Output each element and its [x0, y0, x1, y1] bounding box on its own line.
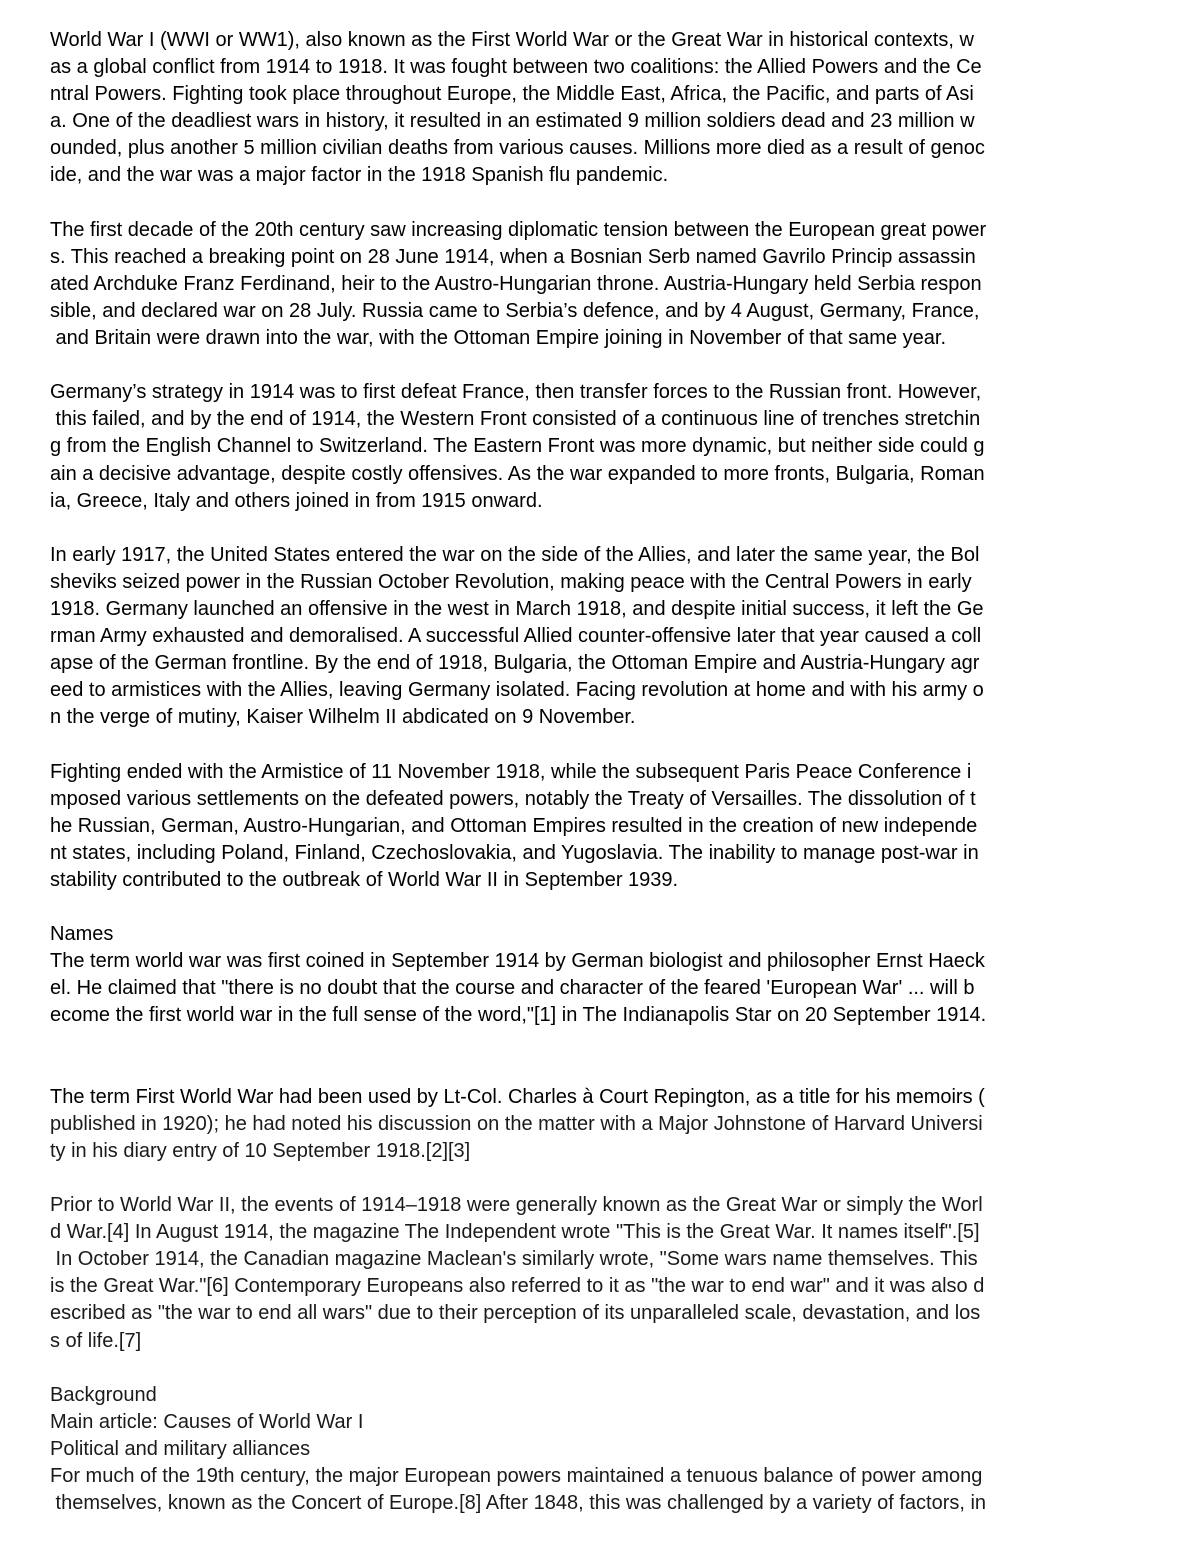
text-line: ntral Powers. Fighting took place throughout Europe, the Middle East, Africa, the Pacific, and parts of Asi [50, 83, 974, 106]
text-line: eed to armistices with the Allies, leaving Germany isolated. Facing revolution at home and with his army o [50, 679, 984, 702]
text-line: rman Army exhausted and demoralised. A successful Allied counter-offensive later that year caused a coll [50, 625, 982, 648]
text-line: In early 1917, the United States entered the war on the side of the Allies, and later the same year, the Bol [50, 543, 980, 566]
subheading-alliances: Political and military alliances [50, 1437, 311, 1460]
text-line: World War I (WWI or WW1), also known as the First World War or the Great War in historical contexts, w [50, 29, 974, 51]
text-line: a. One of the deadliest wars in history, it resulted in an estimated 9 million soldiers dead and 23 million w [50, 110, 975, 133]
text-line: is the Great War."[6] Contemporary Europeans also referred to it as "the war to end war" and it was also d [50, 1275, 985, 1298]
text-line: s of life.[7] [50, 1329, 142, 1352]
text-line: The term First World War had been used by Lt-Col. Charles à Court Repington, as a title for his memoirs ( [50, 1085, 985, 1108]
text-line: stability contributed to the outbreak of World War II in September 1939. [50, 868, 679, 891]
text-line: Germany’s strategy in 1914 was to first defeat France, then transfer forces to the Russian front. However, [50, 381, 982, 404]
text-line: he Russian, German, Austro-Hungarian, and Ottoman Empires resulted in the creation of new independe [50, 814, 978, 837]
text-line: ated Archduke Franz Ferdinand, heir to the Austro-Hungarian throne. Austria-Hungary held Serbia respon [50, 272, 982, 295]
text-line: s. This reached a breaking point on 28 June 1914, when a Bosnian Serb named Gavrilo Princip assassin [50, 245, 976, 268]
document-page [50, 27, 1160, 1517]
text-line: ty in his diary entry of 10 September 1918.[2][3] [50, 1139, 471, 1162]
paragraph-repington [50, 1084, 1160, 1165]
paragraph-concert-of-europe [50, 1463, 1160, 1517]
text-line: g from the English Channel to Switzerland. The Eastern Front was more dynamic, but neither side could g [50, 435, 985, 458]
text-line: ounded, plus another 5 million civilian deaths from various causes. Millions more died as a result of genoc [50, 137, 985, 160]
text-line: nt states, including Poland, Finland, Czechoslovakia, and Yugoslavia. The inability to manage post-war in [50, 841, 979, 864]
text-line: The first decade of the 20th century saw increasing diplomatic tension between the European great power [50, 218, 987, 241]
text-line: sible, and declared war on 28 July. Russia came to Serbia’s defence, and by 4 August, Germany, France, [50, 299, 980, 322]
text-line: and Britain were drawn into the war, with the Ottoman Empire joining in November of that same year. [50, 327, 946, 350]
paragraph-names [50, 948, 1160, 1029]
text-line: 1918. Germany launched an offensive in the west in March 1918, and despite initial success, it left the Ge [50, 597, 984, 620]
paragraph-1917 [50, 542, 1160, 732]
text-line: published in 1920); he had noted his discussion on the matter with a Major Johnstone of Harvard Universi [50, 1112, 983, 1135]
text-line: themselves, known as the Concert of Europe.[8] After 1848, this was challenged by a variety of factors, in [50, 1492, 987, 1515]
text-line: mposed various settlements on the defeated powers, notably the Treaty of Versailles. The dissolution of t [50, 787, 976, 810]
paragraph-germany-strategy [50, 379, 1160, 514]
paragraph-gap [50, 1029, 1160, 1083]
main-article-note: Main article: Causes of World War I [50, 1410, 364, 1433]
text-line: Prior to World War II, the events of 1914–1918 were generally known as the Great War or simply the Worl [50, 1194, 983, 1217]
paragraph-gap [50, 731, 1160, 758]
paragraph-gap [50, 515, 1160, 542]
paragraph-armistice [50, 759, 1160, 894]
text-line: sheviks seized power in the Russian October Revolution, making peace with the Central Powers in early [50, 570, 972, 593]
text-line: Fighting ended with the Armistice of 11 November 1918, while the subsequent Paris Peace Conference i [50, 760, 972, 783]
paragraph-gap [50, 352, 1160, 379]
text-line: as a global conflict from 1914 to 1918. It was fought between two coalitions: the Allied Powers and the Ce [50, 56, 982, 79]
text-line: For much of the 19th century, the major European powers maintained a tenuous balance of power among [50, 1464, 983, 1487]
text-line: ide, and the war was a major factor in the 1918 Spanish flu pandemic. [50, 164, 669, 187]
text-line: escribed as "the war to end all wars" due to their perception of its unparalleled scale, devastation, and los [50, 1302, 981, 1325]
text-line: In October 1914, the Canadian magazine Maclean's similarly wrote, "Some wars name themselves. This [50, 1248, 978, 1271]
text-line: ain a decisive advantage, despite costly offensives. As the war expanded to more fronts, Bulgaria, Roman [50, 462, 985, 485]
text-line: ecome the first world war in the full sense of the word,"[1] in The Indianapolis Star on 20 September 1914. [50, 1004, 987, 1027]
text-line: The term world war was first coined in September 1914 by German biologist and philosopher Ernst Haeck [50, 950, 985, 973]
paragraph-intro [50, 27, 1160, 190]
text-line: d War.[4] In August 1914, the magazine The Independent wrote "This is the Great War. It names itself".[5] [50, 1221, 980, 1244]
paragraph-gap [50, 894, 1160, 921]
text-line: ia, Greece, Italy and others joined in from 1915 onward. [50, 489, 543, 512]
paragraph-gap [50, 1165, 1160, 1192]
text-line: el. He claimed that "there is no doubt that the course and character of the feared 'European War' ... will b [50, 977, 975, 1000]
text-line: n the verge of mutiny, Kaiser Wilhelm II abdicated on 9 November. [50, 706, 636, 729]
text-line: this failed, and by the end of 1914, the Western Front consisted of a continuous line of trenches stretchin [50, 408, 981, 431]
paragraph-gap [50, 190, 1160, 217]
section-heading-names: Names [50, 923, 114, 946]
text-line: apse of the German frontline. By the end of 1918, Bulgaria, the Ottoman Empire and Austria-Hungary agr [50, 652, 980, 675]
paragraph-great-war [50, 1192, 1160, 1355]
paragraph-diplomatic-tension [50, 217, 1160, 352]
section-heading-background: Background [50, 1383, 157, 1406]
paragraph-gap [50, 1355, 1160, 1382]
